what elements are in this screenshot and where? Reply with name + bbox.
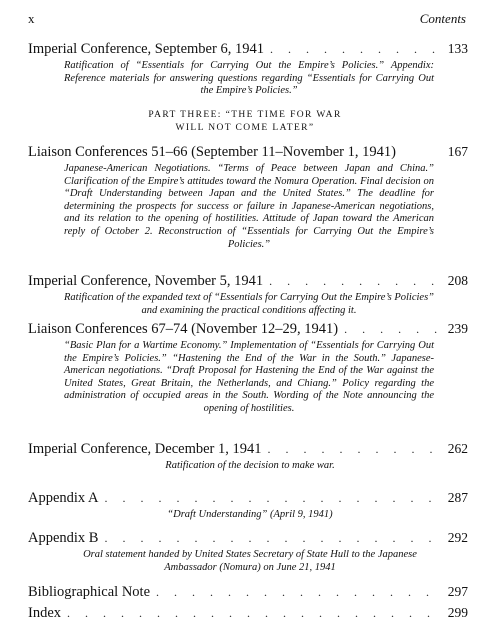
running-title: Contents [419, 11, 466, 26]
toc-entry-description: Ratification of “Essentials for Carrying Out the Empire’s Policies.” Appendix: Reference materials for answering questions regarding “Essentials for Carrying Out the Empire’s Policies.” [64, 60, 434, 97]
toc-entry-title: Liaison Conferences 67–74 (November 12–29, 1941) [28, 321, 339, 337]
leader-dots [268, 441, 442, 458]
toc-entry-page: 133 [447, 41, 468, 56]
part-heading [0, 109, 490, 135]
toc-entry-imperial-conference-sep[interactable] [28, 40, 468, 98]
toc-entry-appendix-b[interactable] [28, 529, 468, 574]
part-heading-line-2: WILL NOT COME LATER” [175, 123, 315, 133]
toc-entry-page: 262 [447, 441, 468, 456]
toc-entry-appendix-a[interactable] [28, 489, 468, 522]
toc-entry-liaison-51-66[interactable] [28, 143, 468, 251]
toc-entry-imperial-conference-nov[interactable] [28, 272, 468, 317]
toc-entry-title: Imperial Conference, December 1, 1941 [28, 441, 262, 457]
toc-entry-description: Ratification of the decision to make war. [165, 460, 335, 471]
leader-dots [269, 273, 442, 290]
toc-entry-title: Imperial Conference, November 5, 1941 [28, 273, 264, 289]
toc-entry-title: Imperial Conference, September 6, 1941 [28, 41, 264, 57]
toc-entry-description: “Draft Understanding” (April 9, 1941) [167, 509, 333, 520]
toc-entry-page: 239 [447, 321, 468, 336]
toc-entry-description: “Basic Plan for a Wartime Economy.” Implementation of “Essentials for Carrying Out the Empire’s Policies.” “Hastening the End of the War in the South.” Japanese-American negotiations. “Draft Proposal for Hastening the End of the War against the United States, Great Britain, the Netherlands, and Chiang.” Policy regarding the administration of occupied areas in the South. Wording of the Note announcing the opening of hostilities. [64, 340, 434, 414]
toc-entry-page: 292 [447, 530, 468, 545]
toc-entry-page: 287 [447, 490, 468, 505]
leader-dots [270, 41, 442, 58]
toc-entry-title: Liaison Conferences 51–66 (September 11–November 1, 1941) [28, 144, 396, 160]
toc-entry-page: 299 [447, 605, 468, 620]
leader-dots [156, 584, 442, 601]
page-number: x [28, 11, 35, 26]
toc-entry-description: Japanese-American Negotiations. “Terms of Peace between Japan and China.” Clarification of the Empire’s attitudes toward the Nomura Operation. Final decision on “Draft Understanding between Japan and the United States.” The deadline for determining the prospects for success or failure in Japanese-American negotiations, and its relation to the opening of hostilities. Attitude of Japan toward the American reply of October 2. Reconstruction of “Essentials for Carrying Out the Empire’s Policies.” [64, 163, 434, 250]
toc-entry-page: 297 [447, 584, 468, 599]
toc-entry-description: Oral statement handed by United States Secretary of State Hull to the Japanese Ambassador (Nomura) on June 21, 1941 [83, 549, 417, 573]
leader-dots [104, 530, 441, 547]
toc-entry-page: 208 [447, 273, 468, 288]
leader-dots [67, 605, 442, 622]
toc-entry-title: Appendix B [28, 530, 99, 546]
leader-dots [344, 321, 442, 338]
toc-entry-index[interactable] [28, 604, 468, 622]
toc-entry-title: Appendix A [28, 490, 99, 506]
leader-dots [104, 490, 441, 507]
toc-entry-title: Bibliographical Note [28, 584, 151, 600]
toc-entry-page: 167 [447, 144, 468, 159]
toc-entry-title: Index [28, 605, 62, 621]
toc-entry-imperial-conference-dec[interactable] [28, 440, 468, 473]
part-heading-line-1: PART THREE: “THE TIME FOR WAR [148, 110, 342, 120]
toc-entry-bibliographical-note[interactable] [28, 583, 468, 601]
toc-entry-liaison-67-74[interactable] [28, 320, 468, 416]
toc-entry-description: Ratification of the expanded text of “Essentials for Carrying Out the Empire’s Policies” and examining the practical conditions affecting it. [64, 292, 434, 316]
